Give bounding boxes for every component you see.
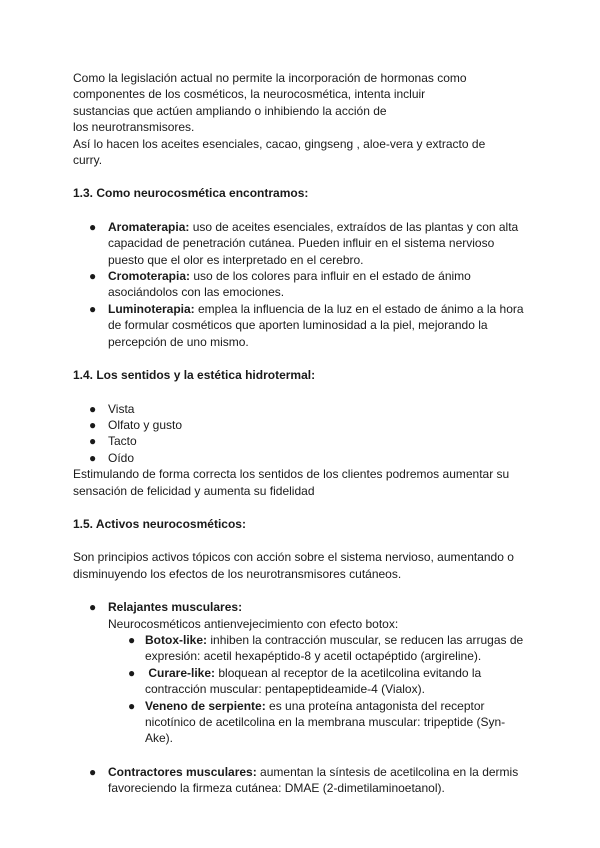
- bullet-icon: ●: [89, 401, 97, 416]
- bullet-icon: ●: [89, 600, 97, 615]
- term-luminoterapia: Luminoterapia:: [108, 301, 195, 316]
- item-text: Vista: [108, 401, 135, 416]
- section-1-5-heading: 1.5. Activos neurocosméticos:: [73, 516, 246, 531]
- list-item: [73, 450, 528, 466]
- section-1-3-list: [73, 219, 528, 350]
- list-item: [73, 433, 528, 449]
- list-item: [73, 417, 528, 433]
- bullet-icon: ●: [89, 269, 97, 284]
- intro-line: curry.: [73, 153, 103, 168]
- list-item: [73, 401, 528, 417]
- bullet-icon: ●: [89, 764, 97, 779]
- sub-list-item: [73, 632, 528, 665]
- term-relajantes: Relajantes musculares:: [108, 600, 243, 615]
- intro-line: Así lo hacen los aceites esenciales, cacao, gingseng , aloe-vera y extracto de: [73, 136, 486, 151]
- section-1-4-list: [73, 401, 528, 467]
- bullet-icon: ●: [128, 698, 136, 713]
- bullet-icon: ●: [89, 434, 97, 449]
- section-1-5-paragraph: Son principios activos tópicos con acción sobre el sistema nervioso, aumentando o disminuyendo los efectos de los neurotransmisores cutáneos.: [73, 550, 514, 581]
- contractores-list: [73, 764, 528, 797]
- relajantes-description: Neurocosméticos antienvejecimiento con efecto botox:: [108, 616, 399, 631]
- item-text: uso de aceites esenciales, extraídos de las plantas y con alta capacidad de penetración cutánea. Pueden influir en el sistema nervioso puesto que el olor es interpretado en el cerebro.: [108, 219, 519, 267]
- relajantes-sublist: [73, 632, 528, 747]
- list-item-relajantes: [73, 599, 528, 615]
- bullet-icon: ●: [128, 665, 136, 680]
- term-cromoterapia: Cromoterapia:: [108, 269, 191, 284]
- list-item-contractores: [73, 764, 528, 797]
- intro-paragraph: [73, 70, 528, 168]
- intro-line: los neurotransmisores.: [73, 120, 195, 135]
- term-aromaterapia: Aromaterapia:: [108, 219, 190, 234]
- bullet-icon: ●: [89, 219, 97, 234]
- item-text: emplea la influencia de la luz en el estado de ánimo a la hora de formular cosméticos que aporten luminosidad a la piel, mejorando la percepción de uno mismo.: [108, 301, 524, 349]
- term-veneno-serpiente: Veneno de serpiente:: [145, 698, 266, 713]
- section-1-5-list: [73, 599, 528, 615]
- sub-list-item: [73, 698, 528, 747]
- sub-list-item: [73, 665, 528, 698]
- item-text: uso de los colores para influir en el estado de ánimo asociándolos con las emociones.: [108, 269, 471, 300]
- list-item: [73, 268, 528, 301]
- intro-line: sustancias que actúen ampliando o inhibiendo la acción de: [73, 103, 387, 118]
- item-text: aumentan la síntesis de acetilcolina en la dermis favoreciendo la firmeza cutánea: DMAE (2-dimetilaminoetanol).: [108, 764, 519, 796]
- item-text: Olfato y gusto: [108, 417, 183, 432]
- bullet-icon: ●: [89, 450, 97, 465]
- item-text: es una proteína antagonista del receptor nicotínico de acetilcolina en la membrana muscular: tripeptide (Syn-Ake).: [145, 698, 506, 746]
- item-text: inhiben la contracción muscular, se reducen las arrugas de expresión: acetil hexapéptido-8 y acetil octapéptido (argireline).: [145, 632, 524, 664]
- list-item: [73, 301, 528, 350]
- list-item: [73, 219, 528, 268]
- term-botox-like: Botox-like:: [145, 632, 208, 647]
- bullet-icon: ●: [128, 632, 136, 647]
- item-text: Oído: [108, 450, 135, 465]
- bullet-icon: ●: [89, 417, 97, 432]
- intro-line: Como la legislación actual no permite la incorporación de hormonas como: [73, 71, 467, 85]
- item-text: Tacto: [108, 434, 137, 449]
- section-1-4-paragraph: Estimulando de forma correcta los sentidos de los clientes podremos aumentar su sensación de felicidad y aumenta su fidelidad: [73, 467, 510, 498]
- document-page: [73, 70, 528, 797]
- term-contractores: Contractores musculares:: [108, 764, 257, 779]
- term-curare-like: Curare-like:: [145, 665, 216, 680]
- section-1-4-heading: 1.4. Los sentidos y la estética hidrotermal:: [73, 368, 316, 383]
- item-text: bloquean al receptor de la acetilcolina evitando la contracción muscular: pentapeptideamide-4 (Vialox).: [145, 665, 482, 697]
- section-1-3-heading: 1.3. Como neurocosmética encontramos:: [73, 186, 309, 201]
- intro-line: componentes de los cosméticos, la neurocosmética, intenta incluir: [73, 87, 426, 102]
- bullet-icon: ●: [89, 301, 97, 316]
